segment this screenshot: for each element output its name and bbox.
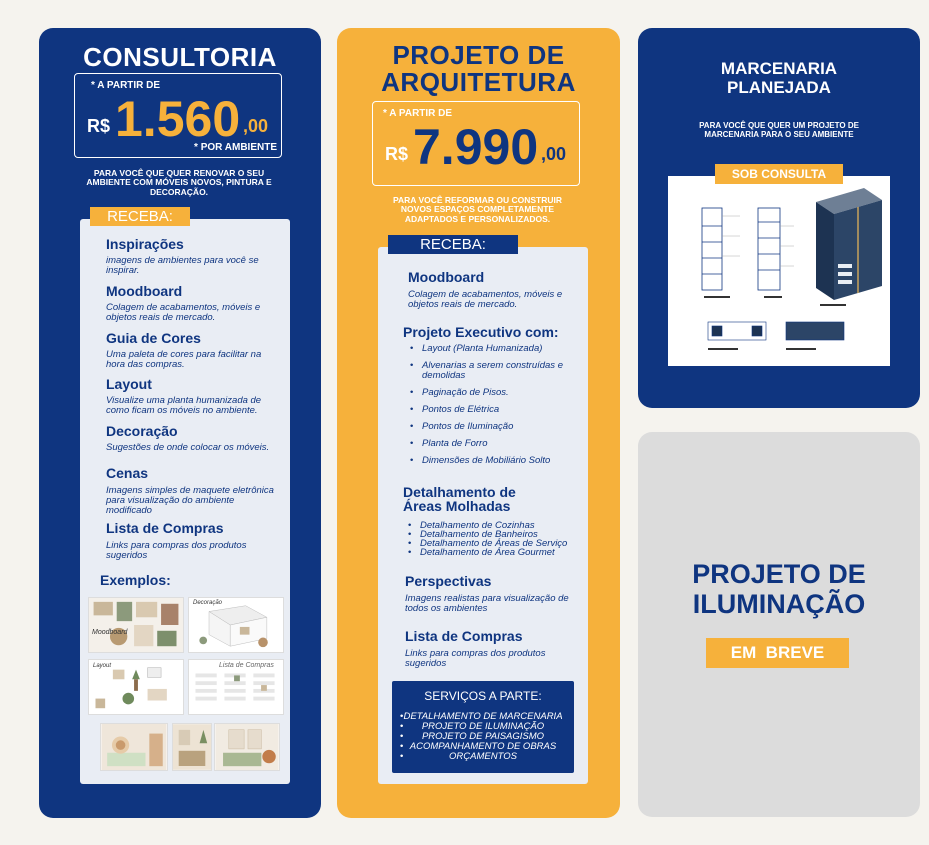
list-item: • Layout (Planta Humanizada) bbox=[410, 344, 575, 354]
item-desc: Links para compras dos produtos sugeridos bbox=[106, 540, 247, 561]
price-box bbox=[372, 101, 580, 186]
examples-title: Exemplos: bbox=[100, 572, 171, 588]
list-item: • Detalhamento de Cozinhas bbox=[408, 521, 583, 530]
consultoria-card bbox=[39, 28, 321, 818]
sob-consulta-badge: SOB CONSULTA bbox=[715, 164, 843, 184]
item-layout bbox=[106, 376, 281, 416]
service-item: • DETALHAMENTO DE MARCENARIA bbox=[392, 712, 574, 722]
service-item: • ORÇAMENTOS bbox=[392, 752, 574, 762]
price-value: 1.560 bbox=[115, 91, 241, 147]
executivo-list bbox=[410, 344, 575, 466]
item-desc: imagens de ambientes para você se inspirar. bbox=[106, 255, 259, 276]
item-perspectivas bbox=[405, 573, 575, 614]
services-list bbox=[392, 712, 574, 762]
iluminacao-card bbox=[638, 432, 920, 817]
iluminacao-title-line1: PROJETO DE bbox=[692, 559, 866, 589]
item-desc: Colagem de acabamentos, móveis e objetos reais de mercado. bbox=[408, 289, 563, 310]
item-lista-de-compras bbox=[405, 628, 575, 669]
marcenaria-drawing bbox=[668, 176, 890, 366]
marcenaria-card bbox=[638, 28, 920, 408]
example-decoracao-image bbox=[188, 597, 284, 653]
example-lista-compras-image bbox=[188, 659, 284, 715]
services-title: SERVIÇOS A PARTE: bbox=[424, 689, 542, 703]
item-title: Moodboard bbox=[408, 269, 485, 285]
item-moodboard bbox=[106, 283, 281, 323]
list-item: • Detalhamento de Banheiros bbox=[408, 530, 583, 539]
molhadas-title-line2: Áreas Molhadas bbox=[403, 498, 511, 514]
service-item: • PROJETO DE PAISAGISMO bbox=[392, 732, 574, 742]
price-per-label: * POR AMBIENTE bbox=[194, 142, 277, 153]
list-item: • Paginação de Pisos. bbox=[410, 388, 575, 398]
marcenaria-title-line1: MARCENARIA bbox=[720, 59, 838, 78]
price-box bbox=[74, 73, 282, 158]
item-title: Cenas bbox=[106, 465, 149, 481]
marcenaria-description: PARA VOCÊ QUE QUER UM PROJETO DE MARCENARIA PARA O SEU AMBIENTE bbox=[699, 121, 859, 139]
item-desc: Imagens realistas para visualização de todos os ambientes bbox=[405, 593, 569, 614]
example-cena-image-1 bbox=[100, 723, 168, 771]
example-caption: Decoração bbox=[193, 600, 223, 606]
example-caption: Moodboard bbox=[92, 629, 128, 636]
arquitetura-card bbox=[337, 28, 620, 818]
item-title: Lista de Compras bbox=[405, 628, 523, 644]
consultoria-title: CONSULTORIA bbox=[83, 42, 277, 72]
list-item: • Alvenarias a serem construídas e demolidas bbox=[410, 361, 575, 381]
services-box bbox=[392, 681, 574, 773]
molhadas-title-line1: Detalhamento de bbox=[403, 484, 516, 500]
list-item: • Planta de Forro bbox=[410, 439, 575, 449]
iluminacao-title-line2: ILUMINAÇÃO bbox=[692, 588, 866, 619]
item-title: Decoração bbox=[106, 423, 178, 439]
list-item: • Detalhamento de Áreas de Serviço bbox=[408, 539, 583, 548]
item-desc: Links para compras dos produtos sugeridos bbox=[405, 648, 546, 669]
list-item: • Dimensões de Mobiliário Solto bbox=[410, 456, 575, 466]
em-breve-badge: EM BREVE bbox=[706, 638, 849, 668]
list-item: • Detalhamento de Área Gourmet bbox=[408, 548, 583, 557]
receive-tag: RECEBA: bbox=[388, 235, 518, 254]
price-from-label: * A PARTIR DE bbox=[91, 80, 161, 91]
example-caption: Layout bbox=[93, 663, 112, 669]
price-value: 7.990 bbox=[413, 119, 539, 175]
item-lista-de-compras bbox=[106, 520, 276, 561]
molhadas-title bbox=[403, 485, 516, 513]
example-layout-image bbox=[88, 659, 184, 715]
item-title: Lista de Compras bbox=[106, 520, 224, 536]
executivo-title: Projeto Executivo com: bbox=[403, 324, 559, 340]
item-moodboard bbox=[408, 269, 578, 310]
arquitetura-description: PARA VOCÊ REFORMAR OU CONSTRUIR NOVOS ESPAÇOS COMPLETAMENTE ADAPTADOS E PERSONALIZADOS. bbox=[392, 195, 563, 224]
example-caption: Lista de Compras bbox=[219, 662, 274, 669]
item-title: Moodboard bbox=[106, 283, 183, 299]
item-desc: Sugestões de onde colocar os móveis. bbox=[106, 442, 270, 453]
arquitetura-title-line1: PROJETO DE bbox=[392, 40, 565, 70]
marcenaria-title-line2: PLANEJADA bbox=[727, 77, 831, 97]
consultoria-description: PARA VOCÊ QUE QUER RENOVAR O SEU AMBIENTE COM MÓVEIS NOVOS, PINTURA E DECORAÇÃO. bbox=[86, 168, 272, 197]
service-item: • PROJETO DE ILUMINAÇÃO bbox=[392, 722, 574, 732]
arquitetura-title bbox=[337, 42, 620, 97]
item-desc: Visualize uma planta humanizada de como ficam os móveis no ambiente. bbox=[106, 395, 262, 416]
item-title: Inspirações bbox=[106, 236, 184, 252]
example-moodboard-image bbox=[88, 597, 184, 653]
item-desc: Colagem de acabamentos, móveis e objetos reais de mercado. bbox=[106, 302, 261, 323]
item-inspiracoes bbox=[106, 236, 281, 276]
price-from-label: * A PARTIR DE bbox=[383, 108, 453, 119]
service-item: • ACOMPANHAMENTO DE OBRAS bbox=[392, 742, 574, 752]
price-currency: R$ bbox=[87, 116, 111, 136]
price-currency: R$ bbox=[385, 144, 409, 164]
item-desc: Uma paleta de cores para facilitar na hora das compras. bbox=[106, 349, 262, 370]
item-decoracao bbox=[106, 423, 281, 453]
item-title: Perspectivas bbox=[405, 573, 492, 589]
iluminacao-title bbox=[638, 560, 920, 619]
item-title: Guia de Cores bbox=[106, 330, 201, 346]
consultoria-receive-panel bbox=[80, 208, 290, 784]
example-cena-image-2 bbox=[172, 723, 212, 771]
arquitetura-receive-panel bbox=[378, 236, 588, 784]
receive-tag: RECEBA: bbox=[90, 207, 190, 226]
item-cenas bbox=[106, 465, 276, 516]
example-cena-image-3 bbox=[214, 723, 280, 771]
price-cents: ,00 bbox=[243, 116, 269, 136]
price-cents: ,00 bbox=[541, 144, 567, 164]
marcenaria-title bbox=[638, 60, 920, 97]
list-item: • Pontos de Iluminação bbox=[410, 422, 575, 432]
list-item: • Pontos de Elétrica bbox=[410, 405, 575, 415]
arquitetura-title-line2: ARQUITETURA bbox=[381, 67, 576, 98]
molhadas-list bbox=[408, 521, 583, 557]
item-guia-de-cores bbox=[106, 330, 281, 370]
item-desc: Imagens simples de maquete eletrônica para visualização do ambiente modificado bbox=[106, 485, 274, 516]
item-title: Layout bbox=[106, 376, 152, 392]
